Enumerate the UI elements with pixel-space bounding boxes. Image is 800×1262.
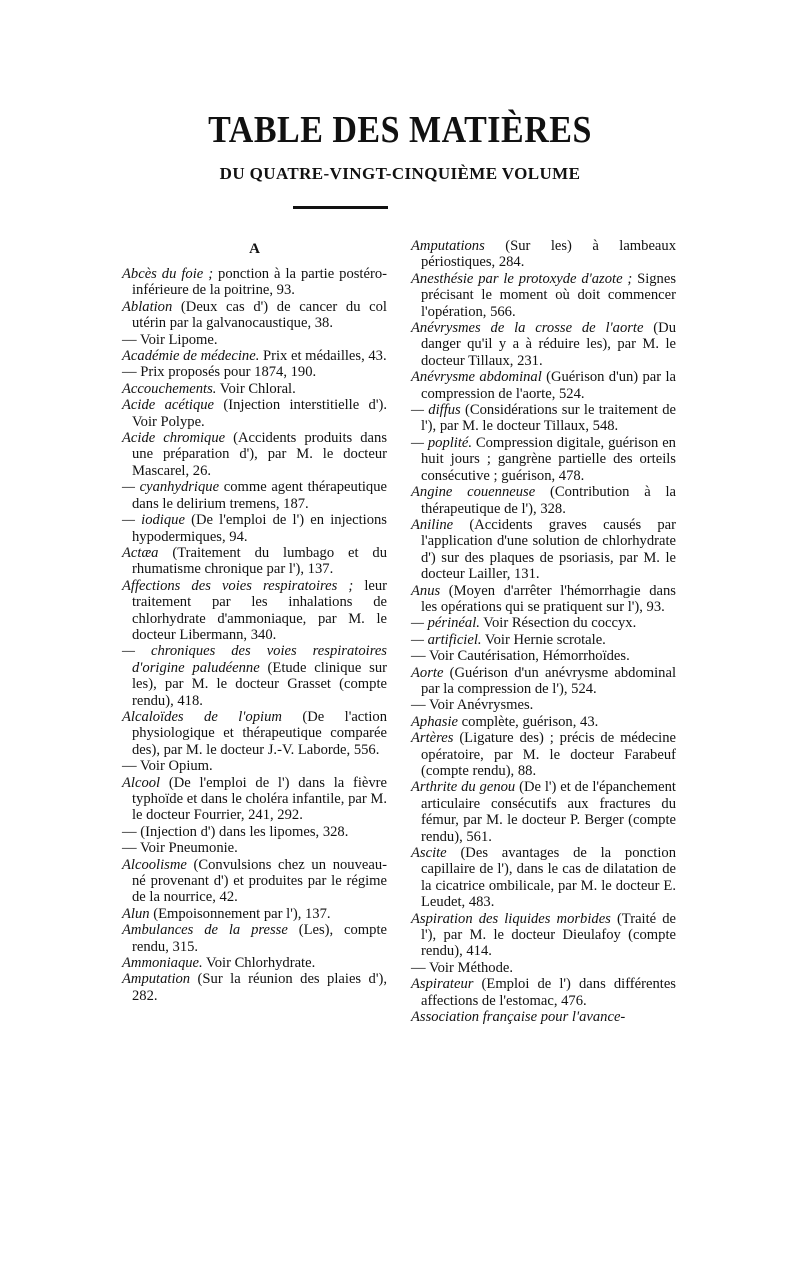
index-entry [122,906,387,922]
entry-text: — Voir Cautérisation, Hémorrhoïdes. [411,648,630,665]
entry-keyword: Alcool [122,774,161,791]
entry-text: (Des avantages de la ponction capillaire de l'), dans le cas de dilatation de la cicatrice ombilicale, par M. le docteur E. Leudet, 483. [421,845,676,911]
entry-text: (Accidents graves causés par l'application d'une solution de chlorhydrate d') sur des plaques de psoriasis, par M. le docteur Lailler, 131. [421,516,676,583]
index-entry [411,402,676,435]
index-entry [411,238,676,271]
index-entry [122,348,387,364]
index-entry [411,665,676,698]
entry-text: (Etude clinique sur les), par M. le docteur Grasset (compte rendu), 418. [132,659,387,709]
entry-text: (Guérison d'un) par la compression de l'aorte, 524. [421,369,676,402]
entry-keyword: Anévrysmes de la crosse de l'aorte [411,320,644,337]
index-entry [122,266,387,299]
title-rule [293,206,388,209]
index-entry [411,583,676,616]
entry-keyword: Accouchements. [122,380,217,397]
entry-keyword: Actæa [122,544,159,561]
entry-keyword: Arthrite du genou [411,779,516,796]
entry-text: (Traitement du lumbago et du rhumatisme chronique par l'), 137. [132,544,387,578]
right-column [411,238,676,1026]
entry-text: leur traitement par les inhalations de chlorhydrate d'ammoniaque, par M. le docteur Libermann, 340. [132,577,388,643]
index-entry [411,697,676,713]
entry-keyword: Amputation [122,971,191,988]
entry-keyword: Association française pour l'avance- [411,1009,626,1026]
entry-keyword: Aniline [411,516,454,533]
index-entry [122,758,387,774]
left-column [122,238,387,1004]
entry-keyword: — diffus [411,402,461,419]
entry-keyword: Alun [122,905,150,922]
entry-keyword: — périnéal. [411,615,480,632]
entry-text: complète, guérison, 43. [458,713,599,730]
entry-text: (De l'emploi de l') en injections hypodermiques, 94. [132,512,387,545]
entry-keyword: Anus [411,582,441,599]
entry-text: — Voir Opium. [122,758,213,775]
entry-keyword: Amputations [411,238,485,254]
entry-keyword: Aorte [411,664,444,681]
entry-keyword: Alcoolisme [122,856,187,873]
entry-text: (Contribution à la thérapeutique de l'), 328. [421,484,676,517]
entry-text: (Les), compte rendu, 315. [132,922,387,955]
entry-text: (Du danger qu'il y a à réduire les), par M. le docteur Tillaux, 231. [421,320,676,369]
entry-text: ponction à la partie postéro-inférieure de la poitrine, 93. [132,266,387,299]
index-entry [122,775,387,824]
index-entry [122,512,387,545]
index-entry [411,730,676,779]
entry-text: Signes précisant le moment où doit commencer l'opération, 566. [421,270,676,320]
index-entry [411,779,676,845]
index-entry [122,299,387,332]
index-entry [411,1009,676,1025]
section-letter: A [249,241,260,257]
page-subtitle: DU QUATRE-VINGT-CINQUIÈME VOLUME [219,164,581,183]
entry-text: — Voir Lipome. [122,331,218,348]
entry-keyword: Ascite [411,845,447,862]
entry-keyword: — chroniques des voies respiratoires d'origine paludéenne [122,643,387,676]
entry-text: (Guérison d'un anévrysme abdominal par la compression de l'), 524. [421,664,676,697]
index-entry [411,632,676,648]
entry-keyword: Alcaloïdes de l'opium [122,708,282,725]
entry-text: — Prix proposés pour 1874, 190. [122,364,317,381]
entry-text: (Empoisonnement par l'), 137. [149,905,331,922]
entry-keyword: Angine couenneuse [411,484,536,501]
entry-text: Voir Chloral. [216,380,296,397]
entry-keyword: Ambulances de la presse [122,922,288,939]
entry-keyword: Aphasie [411,713,459,730]
index-entry [411,976,676,1009]
entry-text: (De l'action physiologique et thérapeutique comparée des), par M. le docteur J.-V. Laborde, 556. [132,708,387,758]
entry-text: — Voir Anévrysmes. [411,697,534,714]
entry-keyword: — iodique [122,512,185,529]
entry-text: (Moyen d'arrêter l'hémorrhagie dans les opérations qui se pratiquent sur l'), 93. [421,582,676,615]
entry-text: — (Injection d') dans les lipomes, 328. [122,823,349,840]
entry-text: Voir Résection du coccyx. [479,615,637,632]
index-entry [411,271,676,320]
entry-text: Voir Chlorhydrate. [202,955,316,972]
index-entry [411,648,676,664]
entry-keyword: Artères [411,730,454,747]
entry-text: (Convulsions chez un nouveau-né provenant d') et produites par le régime de la nourrice, 42. [132,856,387,906]
index-entry [122,578,387,644]
index-entry [122,840,387,856]
entry-text: Voir Hernie scrotale. [481,631,606,648]
entry-keyword: Ablation [122,298,173,315]
entry-keyword: Aspirateur [411,976,474,993]
entry-text: (Injection interstitielle d'). Voir Polype. [132,397,387,430]
index-entry [411,615,676,631]
entry-keyword: Affections des voies respiratoires ; [122,577,354,594]
entry-text: (Deux cas d') de cancer du col utérin par la galvanocaustique, 38. [132,298,387,332]
index-entry [411,484,676,517]
entry-text: (Accidents produits dans une préparation d'), par M. le docteur Mascarel, 26. [132,430,387,479]
index-entry [411,911,676,960]
entry-keyword: Acide acétique [122,397,215,414]
index-entry [122,709,387,758]
entry-text: (De l') et de l'épanchement articulaire consécutifs aux fractures du fémur, par M. le docteur P. Berger (compte rendu), 561. [421,779,676,845]
entry-text: (Ligature des) ; précis de médecine opératoire, par M. le docteur Farabeuf (compte rendu), 88. [421,730,676,779]
entry-keyword: — poplité. [411,434,473,451]
index-entry [122,397,387,430]
index-entry [122,824,387,840]
entry-text: comme agent thérapeutique dans le delirium tremens, 187. [132,479,387,512]
index-entry [411,320,676,369]
index-entry [122,479,387,512]
index-entry [122,857,387,906]
entry-text: (Considérations sur le traitement de l'), par M. le docteur Tillaux, 548. [421,402,677,435]
entry-text: (Sur les) à lambeaux périostiques, 284. [421,238,676,271]
index-entry [122,545,387,578]
index-entry [122,955,387,971]
entry-text: (Sur la réunion des plaies d'), 282. [132,971,387,1004]
entry-keyword: Anévrysme abdominal [411,369,542,386]
entry-text: — Voir Méthode. [411,959,514,976]
index-entry [122,922,387,955]
entry-text: (Traité de l'), par M. le docteur Dieulafoy (compte rendu), 414. [421,910,676,960]
entry-keyword: Anesthésie par le protoxyde d'azote ; [411,270,633,287]
index-entry [411,960,676,976]
index-entry [411,845,676,911]
index-entry [122,332,387,348]
entry-text: (Emploi de l') dans différentes affections de l'estomac, 476. [421,976,676,1009]
entry-text: — Voir Pneumonie. [122,840,238,857]
index-entry [411,435,676,484]
entry-keyword: Ammoniaque. [122,955,203,972]
entry-keyword: Acide chromique [122,430,226,447]
index-entry [411,714,676,730]
entry-keyword: — artificiel. [411,631,482,648]
index-entry [411,517,676,583]
index-entry [122,430,387,479]
page-title: TABLE DES MATIÈRES [208,109,592,152]
entry-keyword: Aspiration des liquides morbides [411,910,611,927]
index-entry [122,643,387,709]
entry-text: Compression digitale, guérison en huit jours ; gangrène partielle des orteils consécutive ; guérison, 478. [421,434,676,484]
index-entry [122,364,387,380]
index-entry [122,971,387,1004]
index-entry [122,381,387,397]
entry-text: (De l'emploi de l') dans la fièvre typhoïde et dans le choléra infantile, par M. le docteur Fourrier, 241, 292. [132,774,387,824]
entry-text: Prix et médailles, 43. [259,348,387,365]
entry-keyword: — cyanhydrique [122,479,220,496]
entry-keyword: Abcès du foie ; [122,266,214,282]
index-entry [411,369,676,402]
entry-keyword: Académie de médecine. [122,348,260,365]
